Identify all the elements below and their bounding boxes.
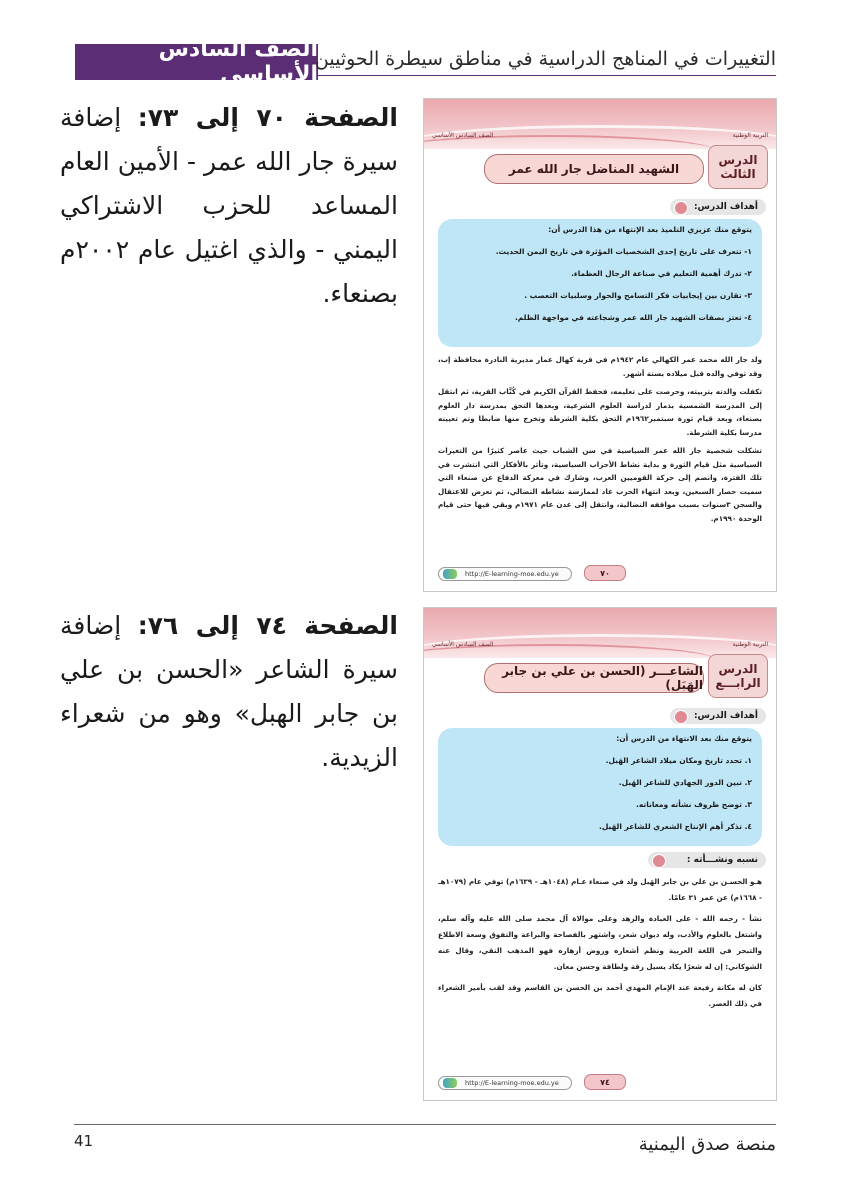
entry-heading-2: الصفحة ٧٤ إلى ٧٦: <box>137 611 398 640</box>
goal-item: ١- تتعرف على تاريخ إحدى الشخصيات المؤثرة في تاريخ اليمن الحديث. <box>495 247 752 256</box>
goal-item: ١. تحدد تاريخ ومكان ميلاد الشاعر الهَبل. <box>605 756 752 765</box>
bullet-circle-icon <box>652 854 666 868</box>
entry-text-2: إضافة سيرة الشاعر «الحسن بن علي بن جابر الهبل» وهو من شعراء الزيدية. <box>60 611 398 772</box>
goals-label: أهداف الدرس: <box>693 711 758 721</box>
goal-item: ٢. تبين الدور الجهادي للشاعر الهَبل. <box>618 778 752 787</box>
entry-text-1: إضافة سيرة جار الله عمر - الأمين العام المساعد للحزب الاشتراكي اليمني - والذي اغتيل عام ٢٠٠٢م بصنعاء. <box>60 103 398 308</box>
book-header <box>432 132 768 142</box>
lesson-body <box>438 353 762 530</box>
section-heading <box>648 852 766 868</box>
footer-divider <box>74 1124 776 1125</box>
book-page-number: ٧٠ <box>584 565 626 581</box>
book-grade: الصف السادس الأساسي <box>432 641 494 648</box>
goals-box <box>438 219 762 347</box>
book-page-number: ٧٤ <box>584 1074 626 1090</box>
entry-description-1 <box>60 96 398 316</box>
elearning-logo-icon <box>443 1078 457 1088</box>
book-subject: التربية الوطنية <box>732 641 768 648</box>
bullet-circle-icon <box>674 710 688 724</box>
book-header <box>432 641 768 651</box>
url-text: http://E-learning-moe.edu.ye <box>465 570 559 578</box>
textbook-page-74 <box>423 607 777 1101</box>
lesson-title: الشهيد المناضل جار الله عمر <box>484 154 704 184</box>
lesson-number-badge <box>708 654 768 698</box>
book-grade: الصف السادس الأساسي <box>432 132 494 139</box>
body-paragraph: نشأ - رحمه الله - على العبادة والزهد وعلى موالاة آل محمد صلى الله عليه وآله سلم، واشتغل بالعلوم والأدب، وله ديوان شعر، واشتهر بالفصاحة والبراعة والتفوق وسعة الاطلاع والتبحر في اللغة العربية ونظم أشعاره وروض أزهاره فهو المذهب النقي، وقال عنه الشوكاني: إن له شعرًا يكاد يسيل رقة ولطافة وحسن معان. <box>438 914 762 971</box>
body-paragraph: تشكلت شخصية جار الله عمر السياسية في سن الشباب حيث عاصر كثيرًا من التغيرات السياسية مثل قيام الثورة و بداية نشاط الأحزاب السياسية، وتأثر بالأفكار التي انتشرت في تلك الفترة، وانضم إلى حركة القوميين العرب، وشارك في معركة الدفاع عن صنعاء التي سميت حصار السبعين، وبعد انتهاء الحرب عاد لممارسة نشاطه النضالي، ثم تعرض للاعتقال والسجن ٣سنوات بسبب مواقفه النضالية، وانتقل إلى عدن عام ١٩٧١م وبقي فيها حتى قيام الوحدة ١٩٩٠م. <box>438 446 763 523</box>
textbook-page-70 <box>423 98 777 592</box>
goals-intro: يتوقع منك عزيزي التلميذ بعد الإنتهاء من هذا الدرس أن: <box>548 225 752 234</box>
header-divider <box>318 75 776 76</box>
elearning-logo-icon <box>443 569 457 579</box>
goals-heading <box>670 708 766 724</box>
book-subject: التربية الوطنية <box>732 132 768 139</box>
goal-item: ٢- تدرك أهمية التعليم في صناعة الرجال العظماء. <box>571 269 752 278</box>
page-number: 41 <box>74 1132 94 1150</box>
body-paragraph: ولد جار الله محمد عمر الكهالي عام ١٩٤٢م في قرية كهال عمار مديرية النادرة محافظة إب، وقد توفي والده قبل ميلاده بستة أشهر. <box>438 355 762 378</box>
body-paragraph: هـو الحسـن بن علي بن جابر الهَبل ولد في صنعاء عـام (١٠٤٨هـ - ١٦٣٩م) توفي عام (١٠٧٩هـ - ١٦٦٨م) عن عمر ٣١ عامًا. <box>438 877 762 902</box>
bullet-circle-icon <box>674 201 688 215</box>
goal-item: ٤- تعتز بصفات الشهيد جار الله عمر وشجاعته في مواجهة الظلم. <box>514 313 752 322</box>
goals-intro: يتوقع منك بعد الانتهاء من الدرس أن: <box>616 734 752 743</box>
goal-item: ٣- تقارن بين إيجابيات فكر التسامح والحوار وسلبيات التعصب . <box>524 291 752 300</box>
grade-label: الصف السادس الأساسي <box>75 44 318 80</box>
goals-heading <box>670 199 766 215</box>
goal-item: ٣. توضح ظروف نشأته ومعاناته. <box>636 800 752 809</box>
lesson-ordinal: الرابـــع <box>715 676 761 690</box>
section-label: نسبه ونشـــأته : <box>686 855 758 865</box>
lesson-number-badge <box>708 145 768 189</box>
url-text: http://E-learning-moe.edu.ye <box>465 1079 559 1087</box>
publisher-name: منصة صدق اليمنية <box>638 1134 776 1155</box>
goals-box <box>438 728 762 846</box>
entry-description-2 <box>60 604 398 780</box>
lesson-ordinal: الثالث <box>720 167 756 181</box>
goal-item: ٤. تذكر أهم الإنتاج الشعري للشاعر الهَبل. <box>598 822 752 831</box>
elearning-url <box>438 1076 572 1090</box>
lesson-word: الدرس <box>718 662 758 676</box>
document-title: التغييرات في المناهج الدراسية في مناطق سيطرة الحوثيين <box>314 48 776 70</box>
lesson-title: الشاعـــر (الحسن بن علي بن جابر الهَبَل) <box>484 663 704 693</box>
lesson-word: الدرس <box>718 153 758 167</box>
entry-heading-1: الصفحة ٧٠ إلى ٧٣: <box>137 103 398 132</box>
elearning-url <box>438 567 572 581</box>
lesson-body <box>438 874 762 1017</box>
goals-label: أهداف الدرس: <box>693 202 758 212</box>
body-paragraph: تكفلت والدته بتربيته، وحرصت على تعليمه، فحفظ القرآن الكريم في كُتَّاب القرية، ثم انتقل إلى المدرسة الشمسية بذمار لدراسة العلوم الشرعية، وبعدها التحق بمدرسة دار العلوم بصنعاء، وبعد قيام ثورة سبتمبر١٩٦٢م التحق بكلية الشرطة وتخرج منها ضابطا وتم تعيينه مدرسا بكلية الشرطة. <box>438 387 762 437</box>
body-paragraph: كان له مكانة رفيعة عند الإمام المهدي أحمد بن الحسن بن القاسم وقد لقب بأمير الشعراء في ذلك العصر. <box>438 983 762 1008</box>
